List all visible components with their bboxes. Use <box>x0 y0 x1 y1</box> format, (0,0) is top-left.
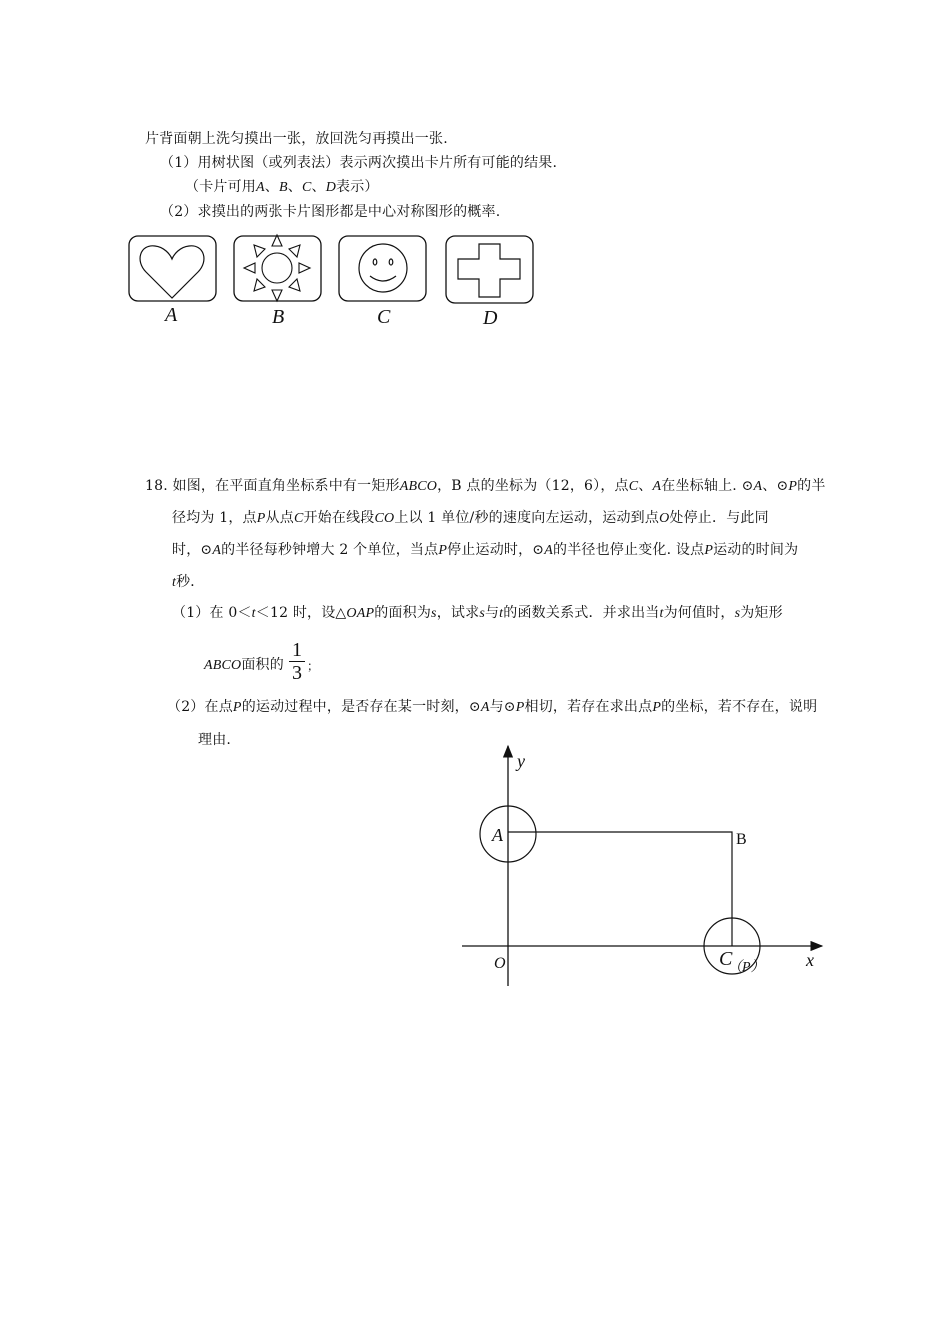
card-d <box>446 236 533 303</box>
y-axis-label: y <box>517 751 525 771</box>
x-axis-label: x <box>806 950 814 970</box>
heart-icon <box>140 246 204 298</box>
point-p-label: （P） <box>728 960 765 975</box>
sub-question-1: （1）在 0＜t＜12 时，设△OAP的面积为s，试求s与t的函数关系式．并求出当t为何值时，s为矩形 <box>172 605 783 621</box>
question-1-note: （卡片可用A、B、C、D表示） <box>185 179 379 195</box>
origin-label: O <box>494 955 506 972</box>
cards-figure <box>0 230 950 340</box>
smiley-icon <box>359 244 407 292</box>
card-a <box>129 236 216 301</box>
problem-18-line-3: 时，⊙A的半径每秒钟增大 2 个单位，当点P停止运动时，⊙A的半径也停止变化. 设点P运动的时间为 <box>172 542 799 558</box>
problem-18-line-4: t秒． <box>172 574 205 590</box>
card-label-a: A <box>165 304 178 326</box>
card-label-d: D <box>483 307 498 329</box>
question-1: （1）用树状图（或列表法）表示两次摸出卡片所有可能的结果. <box>160 155 558 171</box>
rectangle-abco <box>508 832 732 946</box>
sub-question-2: （2）在点P的运动过程中，是否存在某一时刻，⊙A与⊙P相切，若存在求出点P的坐标，若不存在，说明 <box>167 699 818 715</box>
coordinate-figure <box>0 740 950 1000</box>
point-c-label: C <box>719 948 733 970</box>
sub-question-1-cont: ABCO面积的 <box>204 657 284 673</box>
cross-icon <box>458 244 520 297</box>
semicolon: ； <box>307 659 320 673</box>
sub-question-2-cont: 理由. <box>198 732 232 748</box>
problem-18-line-1: 18. 如图，在平面直角坐标系中有一矩形ABCO，B 点的坐标为（12，6），点C、A在坐标轴上. ⊙A、⊙P的半 <box>145 478 826 494</box>
card-label-c: C <box>377 306 391 328</box>
card-c <box>339 236 426 301</box>
card-b <box>234 235 321 301</box>
intro-line-1: 片背面朝上洗匀摸出一张，放回洗匀再摸出一张. <box>145 131 448 147</box>
question-2: （2）求摸出的两张卡片图形都是中心对称图形的概率. <box>160 204 501 220</box>
point-b-label: B <box>736 831 747 848</box>
problem-18-line-2: 径均为 1，点P从点C开始在线段CO上以 1 单位/秒的速度向左运动，运动到点O处停止．与此同 <box>172 510 769 526</box>
sun-icon <box>244 235 310 301</box>
card-label-b: B <box>272 306 285 328</box>
fraction-one-third: 1 3 <box>289 640 305 683</box>
point-a-label: A <box>492 825 503 845</box>
